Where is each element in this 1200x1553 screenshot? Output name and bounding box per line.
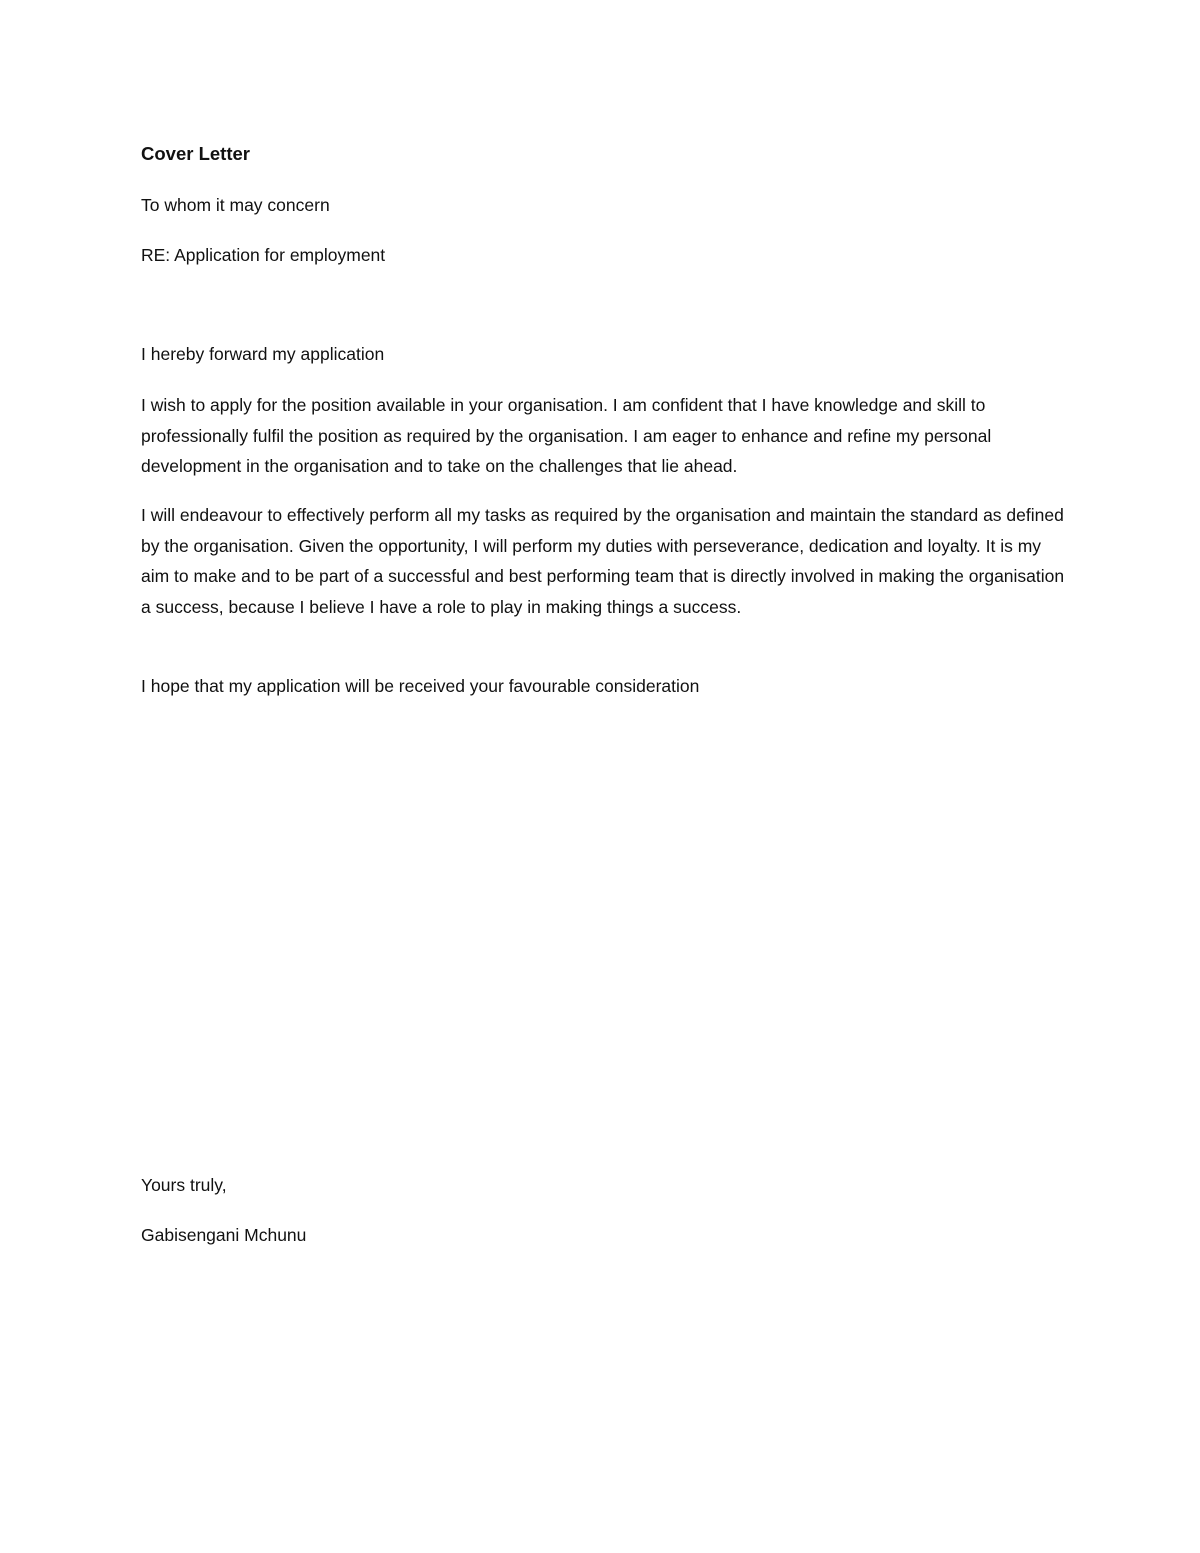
body-paragraph-1: I wish to apply for the position available in your organisation. I am confident that I have knowledge and skill to professionally fulfil the position as required by the organisation. I am eager to enhance and refine my personal development in the organisation and to take on the challenges that lie ahead. <box>141 395 992 476</box>
salutation: To whom it may concern <box>141 195 330 215</box>
signoff: Yours truly, <box>141 1175 227 1195</box>
letter-title: Cover Letter <box>141 143 250 164</box>
body-paragraph-2: I will endeavour to effectively perform all my tasks as required by the organisation and maintain the standard as defined by the organisation. Given the opportunity, I will perform my duties with perseverance, dedication and loyalty. It is my aim to make and to be part of a successful and best performing team that is directly involved in making the organisation a success, because I believe I have a role to play in making things a success. <box>141 505 1065 617</box>
closing-sentence: I hope that my application will be received your favourable consideration <box>141 676 700 696</box>
signature-name: Gabisengani Mchunu <box>141 1225 307 1245</box>
intro-sentence: I hereby forward my application <box>141 344 385 364</box>
subject-line: RE: Application for employment <box>141 245 386 265</box>
